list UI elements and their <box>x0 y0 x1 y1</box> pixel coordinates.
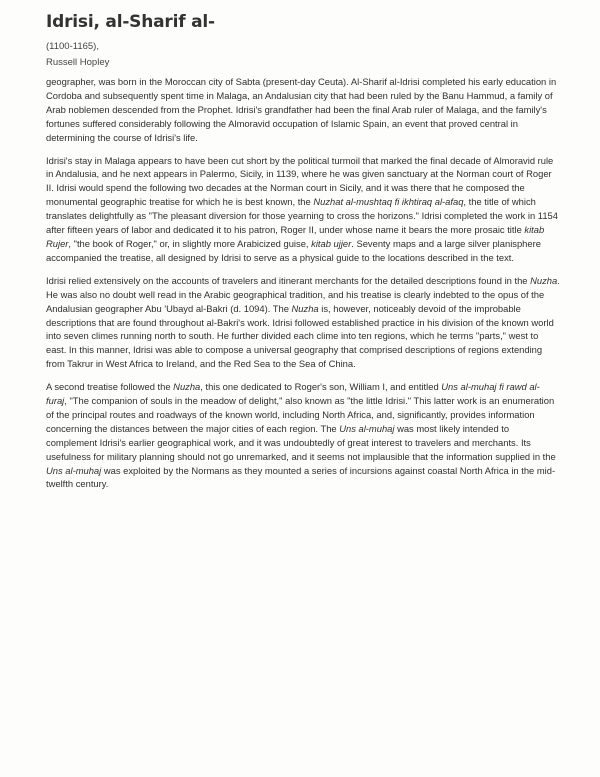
paragraph <box>46 380 560 491</box>
article-author: Russell Hopley <box>46 57 110 68</box>
italic-text-run: Uns al-muhaj <box>46 464 102 476</box>
paragraph <box>46 75 560 145</box>
text-run: A second treatise followed the <box>46 381 174 393</box>
italic-text-run: Uns al-muhaj fi rawd al-furaj <box>46 381 540 407</box>
text-run: . Seventy maps and a large silver planisphere accompanied the treatise, all designed by Idrisi to serve as a physical guide to the locations described in the text. <box>46 237 541 263</box>
text-run: , "the book of Roger," or, in slightly more Arabicized guise, <box>68 237 312 249</box>
text-run: geographer, was born in the Moroccan city of Sabta (present-day Ceuta). Al-Sharif al-Idrisi completed his early education in Cordoba and subsequently spent time in Malaga, an Andalusian city that had been ruled by the Banu Hammud, a family of Arab noblemen descended from the Prophet. Idrisi's grandfather had been the final Arab ruler of Malaga, and the family's fortunes suffered considerably following the Almoravid occupation of Islamic Spain, an event that proved central in determining the course of Idrisi's life. <box>46 76 557 143</box>
paragraph <box>46 274 560 371</box>
italic-text-run: Nuzha <box>173 381 201 393</box>
text-run: . He was also no doubt well read in the Arabic geographical tradition, and his treatise is clearly indebted to the opus of the Andalusian geographer Abu 'Ubayd al-Bakri (d. 1094). The <box>46 274 560 314</box>
article-dates: (1100-1165), <box>46 41 99 52</box>
text-run: is, however, noticeably devoid of the improbable descriptions that are found throughout al-Bakri's work. Idrisi followed established practice in his division of the known world into seven climes running north to south. He further divided each clime into ten regions, which he terms "parts," west to east. In this manner, Idrisi was able to compose a universal geography that comprised descriptions of regions extending from Takrur in West Africa to Ireland, and the Red Sea to the Sea of China. <box>46 302 554 370</box>
italic-text-run: kitab Rujer <box>46 224 545 249</box>
text-run: Idrisi relied extensively on the accounts of travelers and itinerant merchants for the detailed descriptions found in the <box>46 274 531 286</box>
text-run: , "The companion of souls in the meadow of delight," also known as "the little Idrisi." This latter work is an enumeration of the principal routes and roadways of the known world, including North Africa, and, significantly, provides information concerning the distances between the major cities of each region. The <box>46 395 555 434</box>
article-title: Idrisi, al-Sharif al- <box>46 12 215 32</box>
text-run: was most likely intended to complement Idrisi's earlier geographical work, and it was undoubtedly of great interest to travelers and merchants. Its usefulness for military planning should not go unremarked, and it seems not implausible that the information supplied in the <box>46 422 556 462</box>
text-run: was exploited by the Normans as they mounted a series of incursions against coastal North Africa in the mid-twelfth century. <box>46 464 556 490</box>
article-body <box>46 75 560 500</box>
italic-text-run: Nuzha <box>530 274 558 286</box>
text-run: , this one dedicated to Roger's son, William I, and entitled <box>200 381 442 393</box>
paragraph <box>46 154 560 265</box>
article-header <box>46 12 215 68</box>
italic-text-run: Nuzha <box>291 302 319 314</box>
text-run: , the title of which translates delightfully as "The pleasant diversion for those yearning to cross the horizons." Idrisi completed the work in 1154 after fifteen years of labor and dedicated it to his patron, Roger II, under whose name it bears the more prosaic title <box>46 196 558 236</box>
text-run: Idrisi's stay in Malaga appears to have been cut short by the political turmoil that marked the final decade of Almoravid rule in Andalusia, and he next appears in Palermo, Sicily, in 1139, where he was given sanctuary at the Norman court of Roger II. Idrisi would spend the following two decades at the Norman court in Sicily, and it was there that he composed the monumental geographic treatise for which he is best known, the <box>46 154 554 208</box>
italic-text-run: Uns al-muhaj <box>339 422 395 434</box>
italic-text-run: kitab ujjer <box>311 237 352 249</box>
italic-text-run: Nuzhat al-mushtaq fi ikhtiraq al-afaq <box>313 196 464 208</box>
